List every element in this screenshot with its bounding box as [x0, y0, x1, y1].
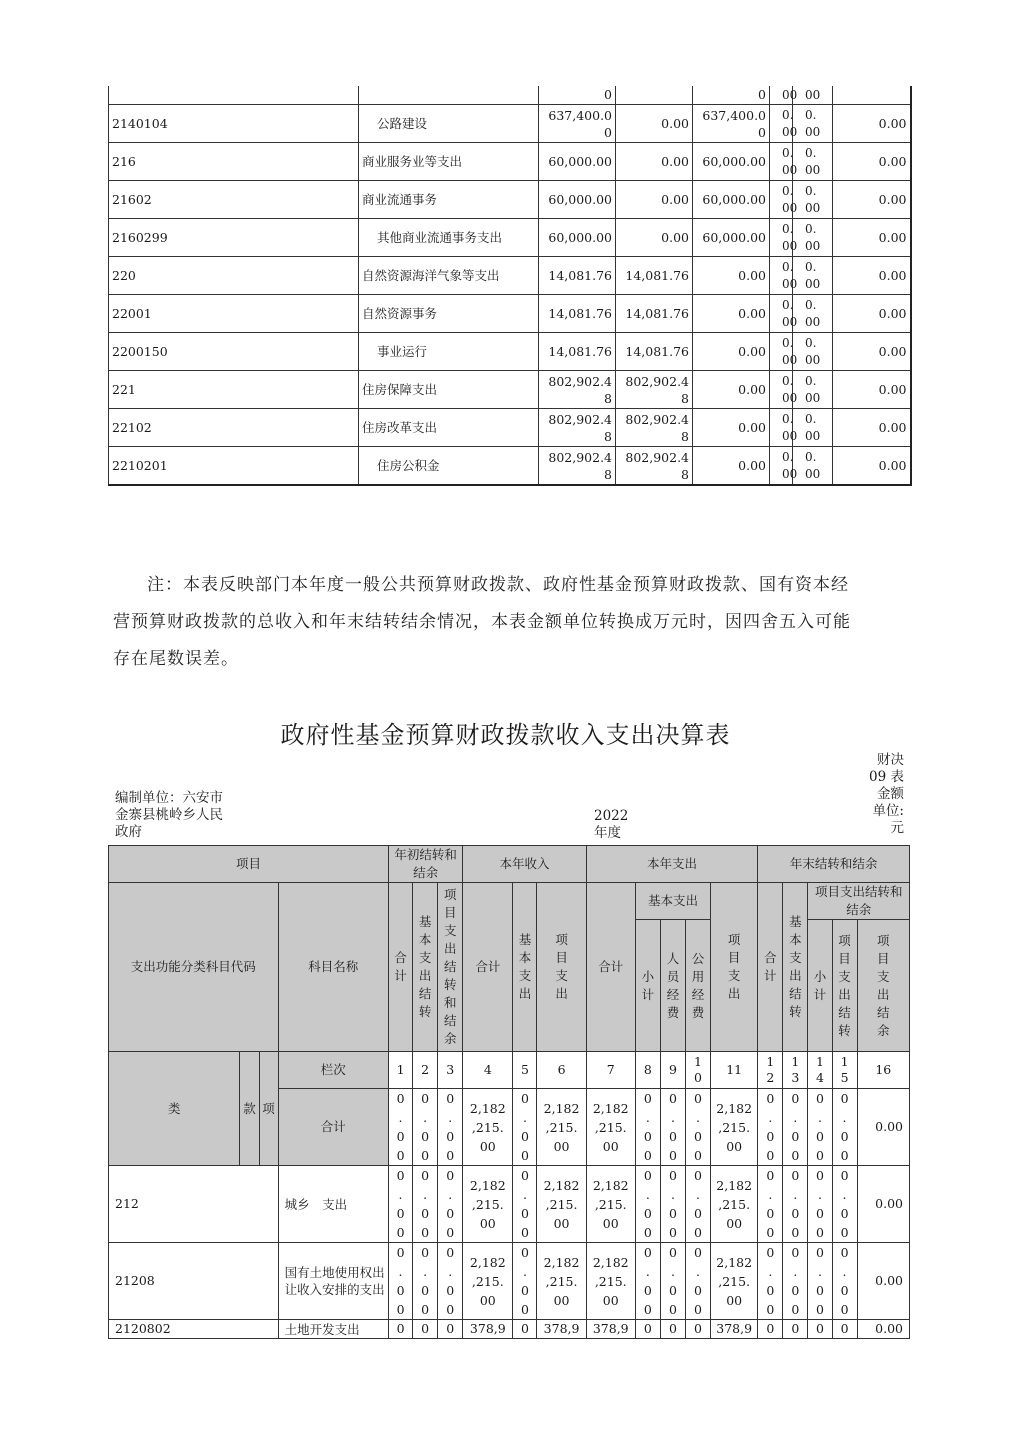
value-cell: 0.00	[833, 371, 911, 409]
total-cell: 0 . 0 0	[758, 1089, 783, 1166]
value-cell: 0	[635, 1320, 660, 1339]
total-cell: 0 . 0 0	[808, 1089, 832, 1166]
table-cell: 00	[770, 86, 793, 105]
header-cell: 基 本 支 出	[513, 883, 537, 1052]
name-cell: 商业服务业等支出	[359, 143, 539, 181]
unit-label: 金额 单位: 元	[872, 786, 904, 836]
value-cell: 0. 00	[793, 447, 833, 486]
value-cell: 802,902.4 8	[539, 447, 616, 486]
value-cell: 2,182 ,215. 00	[463, 1166, 513, 1243]
value-cell: 0	[413, 1320, 438, 1339]
value-cell: 0 . 0 0	[389, 1166, 413, 1243]
table-row	[109, 143, 911, 181]
value-cell: 0	[783, 1320, 808, 1339]
value-cell: 0 . 0 0	[660, 1166, 685, 1243]
table-row	[109, 409, 911, 447]
col-number-cell: 5	[513, 1052, 537, 1089]
value-cell: 60,000.00	[693, 143, 770, 181]
value-cell: 0.00	[693, 447, 770, 486]
total-cell: 2,182 ,215. 00	[463, 1089, 513, 1166]
value-cell: 0.00	[833, 181, 911, 219]
value-cell: 0. 00	[793, 257, 833, 295]
header-cell: 小 计	[635, 920, 660, 1052]
name-cell: 国有土地使用权出让收入安排的支出	[278, 1243, 388, 1320]
value-cell: 0. 00	[793, 219, 833, 257]
header-cell: 类	[109, 1052, 240, 1166]
code-cell: 2200150	[109, 333, 359, 371]
value-cell: 0 . 0 0	[660, 1243, 685, 1320]
value-cell: 0 . 0 0	[513, 1243, 537, 1320]
table-row	[109, 447, 911, 486]
value-cell: 0 . 0 0	[783, 1243, 808, 1320]
value-cell: 0.00	[693, 371, 770, 409]
value-cell: 0.00	[833, 447, 911, 486]
value-cell: 0 . 0 0	[413, 1166, 438, 1243]
header-cell: 项 目 支 出 结 转 和 结 余	[438, 883, 463, 1052]
col-number-row	[109, 1052, 910, 1089]
header-cell: 项 目 支 出	[537, 883, 586, 1052]
value-cell: 2,182 ,215. 00	[537, 1243, 586, 1320]
header-cell: 科目名称	[278, 883, 388, 1052]
table-row	[109, 371, 911, 409]
value-cell: 0 . 0 0	[832, 1166, 857, 1243]
header-cell: 项目	[109, 846, 389, 883]
value-cell: 0.00	[693, 333, 770, 371]
value-cell: 0 . 0 0	[389, 1243, 413, 1320]
value-cell: 14,081.76	[616, 257, 693, 295]
name-cell: 住房保障支出	[359, 371, 539, 409]
header-row	[109, 883, 910, 920]
value-cell: 60,000.00	[539, 219, 616, 257]
col-number-cell: 8	[635, 1052, 660, 1089]
header-cell: 栏次	[278, 1052, 388, 1089]
value-cell: 802,902.4 8	[616, 371, 693, 409]
value-cell: 0.00	[833, 219, 911, 257]
value-cell: 0	[758, 1320, 783, 1339]
value-cell: 0.00	[833, 105, 911, 143]
value-cell: 0.00	[857, 1320, 909, 1339]
header-cell: 合计	[463, 883, 513, 1052]
total-cell: 0 . 0 0	[389, 1089, 413, 1166]
col-number-cell: 1 5	[832, 1052, 857, 1089]
value-cell: 0 . 0 0	[438, 1243, 463, 1320]
value-cell: 0 . 0 0	[635, 1243, 660, 1320]
value-cell: 14,081.76	[539, 333, 616, 371]
value-cell: 0. 00	[793, 181, 833, 219]
col-number-cell: 16	[857, 1052, 909, 1089]
col-number-cell: 1 4	[808, 1052, 832, 1089]
value-cell: 0. 00	[793, 371, 833, 409]
form-number	[860, 752, 904, 837]
fund-table	[108, 845, 910, 1339]
header-cell: 支出功能分类科目代码	[109, 883, 279, 1052]
name-cell: 住房公积金	[359, 447, 539, 486]
header-cell: 合计	[278, 1089, 388, 1166]
value-cell: 0	[832, 1320, 857, 1339]
value-cell: 0 . 0 0	[413, 1243, 438, 1320]
year-label: 2022 年度	[594, 808, 629, 841]
code-cell: 2210201	[109, 447, 359, 486]
total-cell: 0 . 0 0	[513, 1089, 537, 1166]
table-row	[109, 219, 911, 257]
value-cell: 0 . 0 0	[832, 1243, 857, 1320]
value-cell: 60,000.00	[539, 143, 616, 181]
table-cell: 0	[693, 86, 770, 105]
header-cell: 合计	[586, 883, 635, 1052]
value-cell: 0. 00	[793, 105, 833, 143]
table-row	[109, 181, 911, 219]
code-cell: 2120802	[109, 1320, 279, 1339]
value-cell: 0 . 0 0	[758, 1243, 783, 1320]
name-cell: 事业运行	[359, 333, 539, 371]
value-cell: 0.00	[693, 409, 770, 447]
value-cell: 0	[660, 1320, 685, 1339]
total-cell: 0 . 0 0	[685, 1089, 710, 1166]
value-cell: 0. 00	[770, 447, 793, 486]
value-cell: 2,182 ,215. 00	[711, 1166, 758, 1243]
value-cell: 802,902.4 8	[539, 371, 616, 409]
value-cell: 378,9	[586, 1320, 635, 1339]
header-cell: 基 本 支 出 结 转	[783, 883, 808, 1052]
header-cell: 款	[240, 1052, 259, 1166]
header-cell: 本年收入	[463, 846, 586, 883]
value-cell: 14,081.76	[539, 257, 616, 295]
value-cell: 0.00	[833, 143, 911, 181]
header-cell: 人 员 经 费	[660, 920, 685, 1052]
value-cell: 0 . 0 0	[438, 1166, 463, 1243]
header-cell: 基 本 支 出 结 转	[413, 883, 438, 1052]
value-cell: 0.00	[833, 257, 911, 295]
col-number-cell: 7	[586, 1052, 635, 1089]
value-cell: 637,400.0 0	[693, 105, 770, 143]
code-cell: 220	[109, 257, 359, 295]
table-row	[109, 295, 911, 333]
code-cell: 22102	[109, 409, 359, 447]
code-cell: 21602	[109, 181, 359, 219]
org-label: 编制单位：六安市 金寨县桃岭乡人民 政府	[115, 790, 223, 840]
total-cell: 0 . 0 0	[635, 1089, 660, 1166]
value-cell: 2,182 ,215. 00	[586, 1243, 635, 1320]
value-cell: 0	[438, 1320, 463, 1339]
value-cell: 60,000.00	[539, 181, 616, 219]
code-cell: 212	[109, 1166, 279, 1243]
value-cell: 0 . 0 0	[685, 1166, 710, 1243]
total-cell: 0.00	[857, 1089, 909, 1166]
value-cell: 802,902.4 8	[616, 409, 693, 447]
name-cell: 住房改革支出	[359, 409, 539, 447]
value-cell: 0.00	[833, 333, 911, 371]
value-cell: 0. 00	[793, 333, 833, 371]
total-cell: 0 . 0 0	[660, 1089, 685, 1166]
value-cell: 0 . 0 0	[635, 1166, 660, 1243]
col-number-cell: 6	[537, 1052, 586, 1089]
value-cell: 2,182 ,215. 00	[463, 1243, 513, 1320]
value-cell: 378,9	[711, 1320, 758, 1339]
value-cell: 0. 00	[770, 257, 793, 295]
value-cell: 0. 00	[770, 409, 793, 447]
form-no-text: 财决 09 表	[869, 752, 904, 785]
value-cell: 0.00	[616, 219, 693, 257]
header-cell: 年末结转和结余	[758, 846, 910, 883]
value-cell: 0 . 0 0	[808, 1166, 832, 1243]
value-cell: 0.00	[616, 105, 693, 143]
page-title: 政府性基金预算财政拨款收入支出决算表	[280, 721, 731, 749]
value-cell: 378,9	[537, 1320, 586, 1339]
value-cell: 0.00	[616, 143, 693, 181]
table-row	[109, 1243, 910, 1320]
value-cell: 14,081.76	[616, 295, 693, 333]
name-cell: 商业流通事务	[359, 181, 539, 219]
value-cell: 0. 00	[770, 105, 793, 143]
value-cell: 0. 00	[770, 219, 793, 257]
header-cell: 年初结转和结余	[389, 846, 463, 883]
col-number-cell: 9	[660, 1052, 685, 1089]
table-cell: 0	[539, 86, 616, 105]
value-cell: 0.00	[857, 1166, 909, 1243]
name-cell: 其他商业流通事务支出	[359, 219, 539, 257]
value-cell: 0 . 0 0	[758, 1166, 783, 1243]
col-number-cell: 4	[463, 1052, 513, 1089]
value-cell: 0. 00	[770, 143, 793, 181]
value-cell: 60,000.00	[693, 181, 770, 219]
value-cell: 0.00	[616, 181, 693, 219]
value-cell: 0.00	[833, 409, 911, 447]
col-number-cell: 1 0	[685, 1052, 710, 1089]
table-row	[109, 257, 911, 295]
value-cell: 0	[513, 1320, 537, 1339]
value-cell: 2,182 ,215. 00	[711, 1243, 758, 1320]
value-cell: 0.00	[833, 295, 911, 333]
value-cell: 0	[808, 1320, 832, 1339]
table-row	[109, 1166, 910, 1243]
header-cell: 基本支出	[635, 883, 710, 920]
header-cell: 项 目 支 出 结 余	[857, 920, 909, 1052]
header-cell: 小 计	[808, 920, 832, 1052]
value-cell: 0. 00	[793, 143, 833, 181]
header-cell: 项 目 支 出 结 转	[832, 920, 857, 1052]
total-cell: 2,182 ,215. 00	[586, 1089, 635, 1166]
col-number-cell: 11	[711, 1052, 758, 1089]
code-cell: 22001	[109, 295, 359, 333]
code-cell: 216	[109, 143, 359, 181]
value-cell: 802,902.4 8	[616, 447, 693, 486]
table-row	[109, 86, 911, 105]
value-cell: 14,081.76	[616, 333, 693, 371]
value-cell: 0. 00	[770, 333, 793, 371]
total-cell: 0 . 0 0	[438, 1089, 463, 1166]
code-cell: 21208	[109, 1243, 279, 1320]
header-cell: 公 用 经 费	[685, 920, 710, 1052]
note-line: 营预算财政拨款的总收入和年末结转结余情况，本表金额单位转换成万元时，因四舍五入可能	[113, 612, 851, 632]
value-cell: 0. 00	[793, 295, 833, 333]
col-number-cell: 1 2	[758, 1052, 783, 1089]
col-number-cell: 1 3	[783, 1052, 808, 1089]
value-cell: 0.00	[857, 1243, 909, 1320]
value-cell: 2,182 ,215. 00	[586, 1166, 635, 1243]
value-cell: 0.00	[693, 295, 770, 333]
code-cell: 2140104	[109, 105, 359, 143]
total-cell: 0 . 0 0	[413, 1089, 438, 1166]
header-cell: 合 计	[389, 883, 413, 1052]
header-cell: 项 目 支 出	[711, 883, 758, 1052]
value-cell: 2,182 ,215. 00	[537, 1166, 586, 1243]
name-cell: 土地开发支出	[278, 1320, 388, 1339]
value-cell: 0. 00	[770, 295, 793, 333]
note-line: 存在尾数误差。	[113, 649, 239, 669]
header-row	[109, 846, 910, 883]
value-cell: 0. 00	[793, 409, 833, 447]
name-cell: 自然资源事务	[359, 295, 539, 333]
header-cell: 合 计	[758, 883, 783, 1052]
name-cell: 公路建设	[359, 105, 539, 143]
total-cell: 0 . 0 0	[783, 1089, 808, 1166]
continuation-table	[108, 86, 912, 486]
header-cell: 本年支出	[586, 846, 758, 883]
value-cell: 0 . 0 0	[783, 1166, 808, 1243]
header-cell: 项目支出结转和结余	[808, 883, 910, 920]
total-cell: 2,182 ,215. 00	[711, 1089, 758, 1166]
value-cell: 802,902.4 8	[539, 409, 616, 447]
value-cell: 378,9	[463, 1320, 513, 1339]
col-number-cell: 3	[438, 1052, 463, 1089]
value-cell: 14,081.76	[539, 295, 616, 333]
total-cell: 2,182 ,215. 00	[537, 1089, 586, 1166]
table-note	[113, 567, 903, 678]
table-row	[109, 333, 911, 371]
code-cell: 2160299	[109, 219, 359, 257]
value-cell: 637,400.0 0	[539, 105, 616, 143]
table-row	[109, 1320, 910, 1339]
note-line: 注：本表反映部门本年度一般公共预算财政拨款、政府性基金预算财政拨款、国有资本经	[147, 575, 849, 595]
value-cell: 60,000.00	[693, 219, 770, 257]
value-cell: 0	[389, 1320, 413, 1339]
table-cell: 00	[793, 86, 833, 105]
value-cell: 0. 00	[770, 371, 793, 409]
name-cell: 自然资源海洋气象等支出	[359, 257, 539, 295]
name-cell: 城乡 支出	[278, 1166, 388, 1243]
value-cell: 0 . 0 0	[513, 1166, 537, 1243]
value-cell: 0 . 0 0	[685, 1243, 710, 1320]
value-cell: 0	[685, 1320, 710, 1339]
total-cell: 0 . 0 0	[832, 1089, 857, 1166]
col-number-cell: 2	[413, 1052, 438, 1089]
value-cell: 0.00	[693, 257, 770, 295]
header-cell: 项	[259, 1052, 278, 1166]
value-cell: 0. 00	[770, 181, 793, 219]
code-cell: 221	[109, 371, 359, 409]
col-number-cell: 1	[389, 1052, 413, 1089]
value-cell: 0 . 0 0	[808, 1243, 832, 1320]
table-row	[109, 105, 911, 143]
